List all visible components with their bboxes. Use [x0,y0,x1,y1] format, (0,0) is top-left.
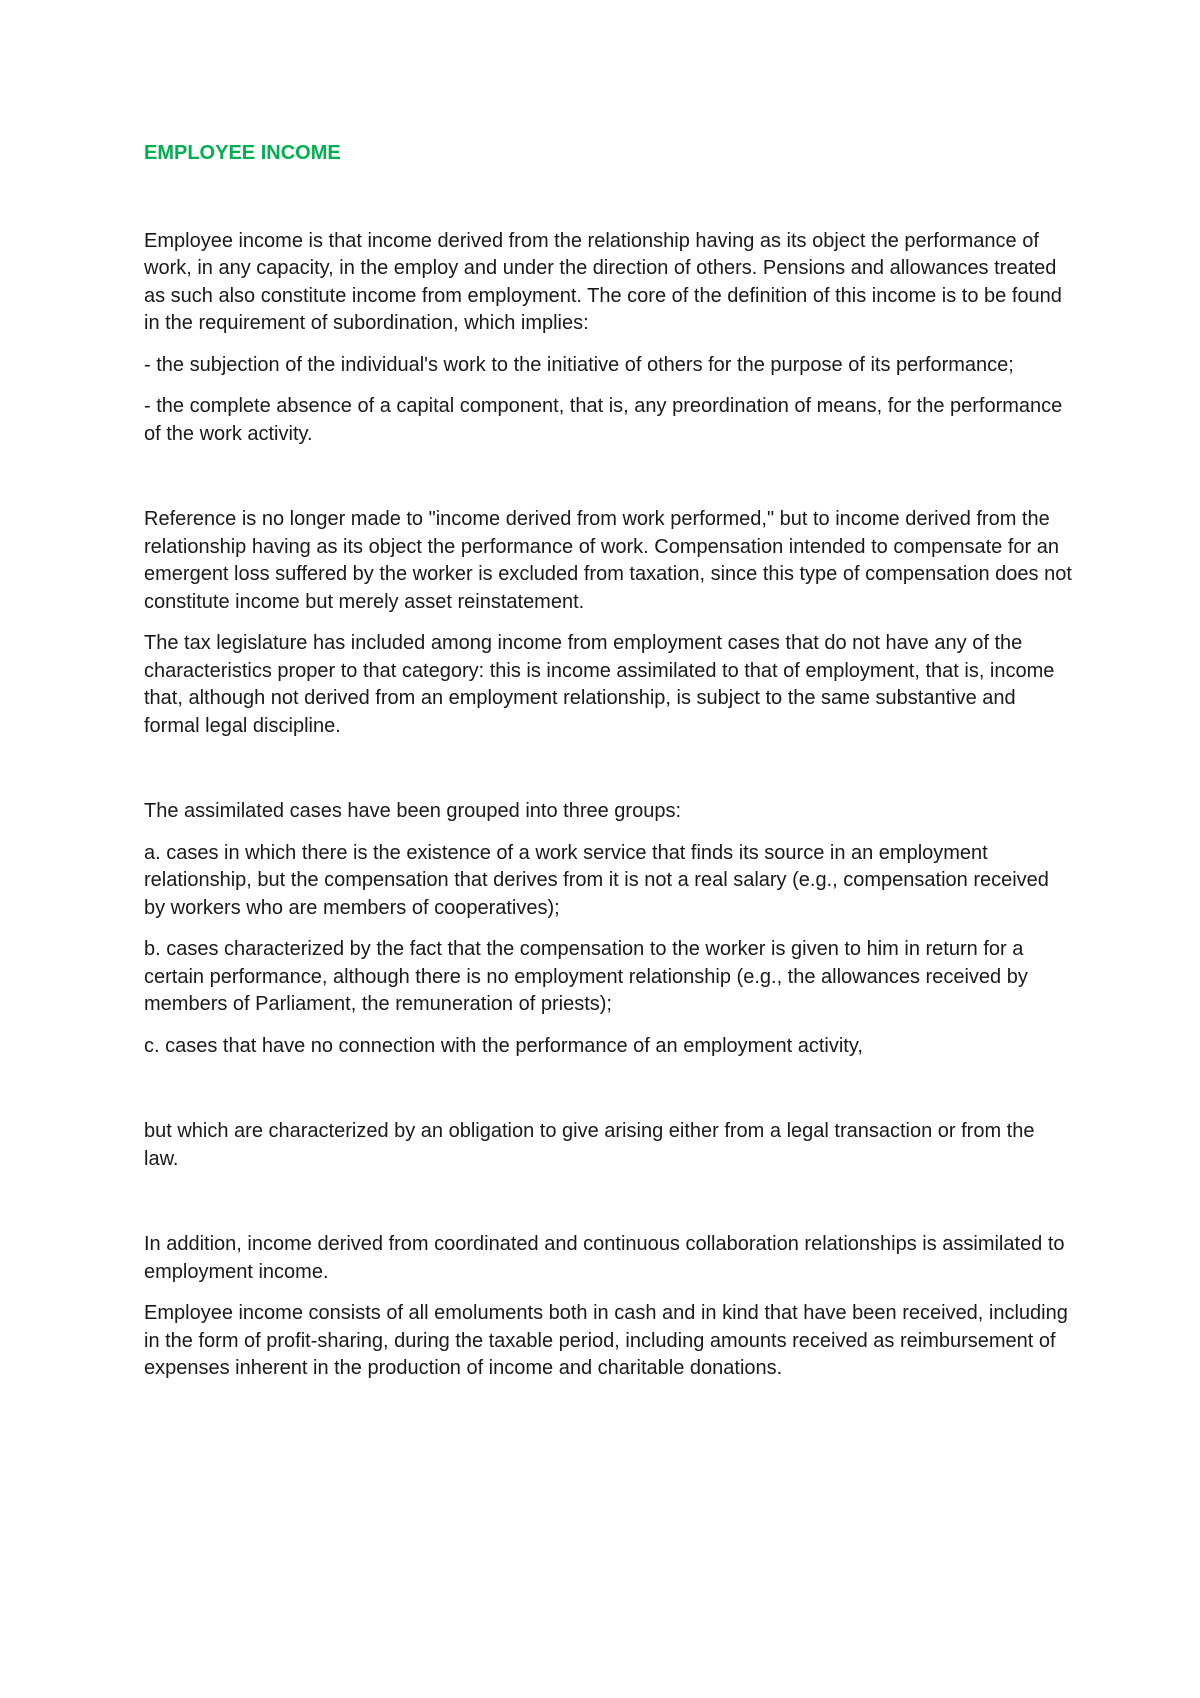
document-title: EMPLOYEE INCOME [144,142,341,164]
paragraph-collaboration: In addition, income derived from coordinated and continuous collaboration relationships is assimilated to employment income. [144,1233,1065,1283]
paragraph-group-c: c. cases that have no connection with the performance of an employment activity, [144,1034,863,1057]
paragraph-emoluments: Employee income consists of all emoluments both in cash and in kind that have been received, including in the form of profit-sharing, during the taxable period, including amounts received as reimbursement of expenses inherent in the production of income and charitable donations. [144,1302,1068,1379]
paragraph-tax-legislature: The tax legislature has included among income from employment cases that do not have any of the characteristics proper to that category: this is income assimilated to that of employment, that is, income that, although not derived from an employment relationship, is subject to the same substantive and formal legal discipline. [144,632,1055,737]
document-page [144,140,1074,1397]
paragraph-obligation: but which are characterized by an obligation to give arising either from a legal transaction or from the law. [144,1120,1035,1170]
paragraph-subjection: - the subjection of the individual's work to the initiative of others for the purpose of its performance; [144,353,1014,376]
paragraph-group-b: b. cases characterized by the fact that the compensation to the worker is given to him in return for a certain performance, although there is no employment relationship (e.g., the allowances received by members of Parliament, the remuneration of priests); [144,938,1028,1015]
paragraph-definition: Employee income is that income derived from the relationship having as its object the performance of work, in any capacity, in the employ and under the direction of others. Pensions and allowances treated as such also constitute income from employment. The core of the definition of this income is to be found in the requirement of subordination, which implies: [144,229,1062,334]
paragraph-capital-absence: - the complete absence of a capital component, that is, any preordination of means, for the performance of the work activity. [144,395,1063,445]
paragraph-group-a: a. cases in which there is the existence of a work service that finds its source in an employment relationship, but the compensation that derives from it is not a real salary (e.g., compensation received by workers who are members of cooperatives); [144,841,1049,919]
paragraph-assimilated-groups: The assimilated cases have been grouped into three groups: [144,800,682,822]
paragraph-reference: Reference is no longer made to "income derived from work performed," but to income derived from the relationship having as its object the performance of work. Compensation intended to compensate for an emergent loss suffered by the worker is excluded from taxation, since this type of compensation does not constitute income but merely asset reinstatement. [144,508,1072,613]
